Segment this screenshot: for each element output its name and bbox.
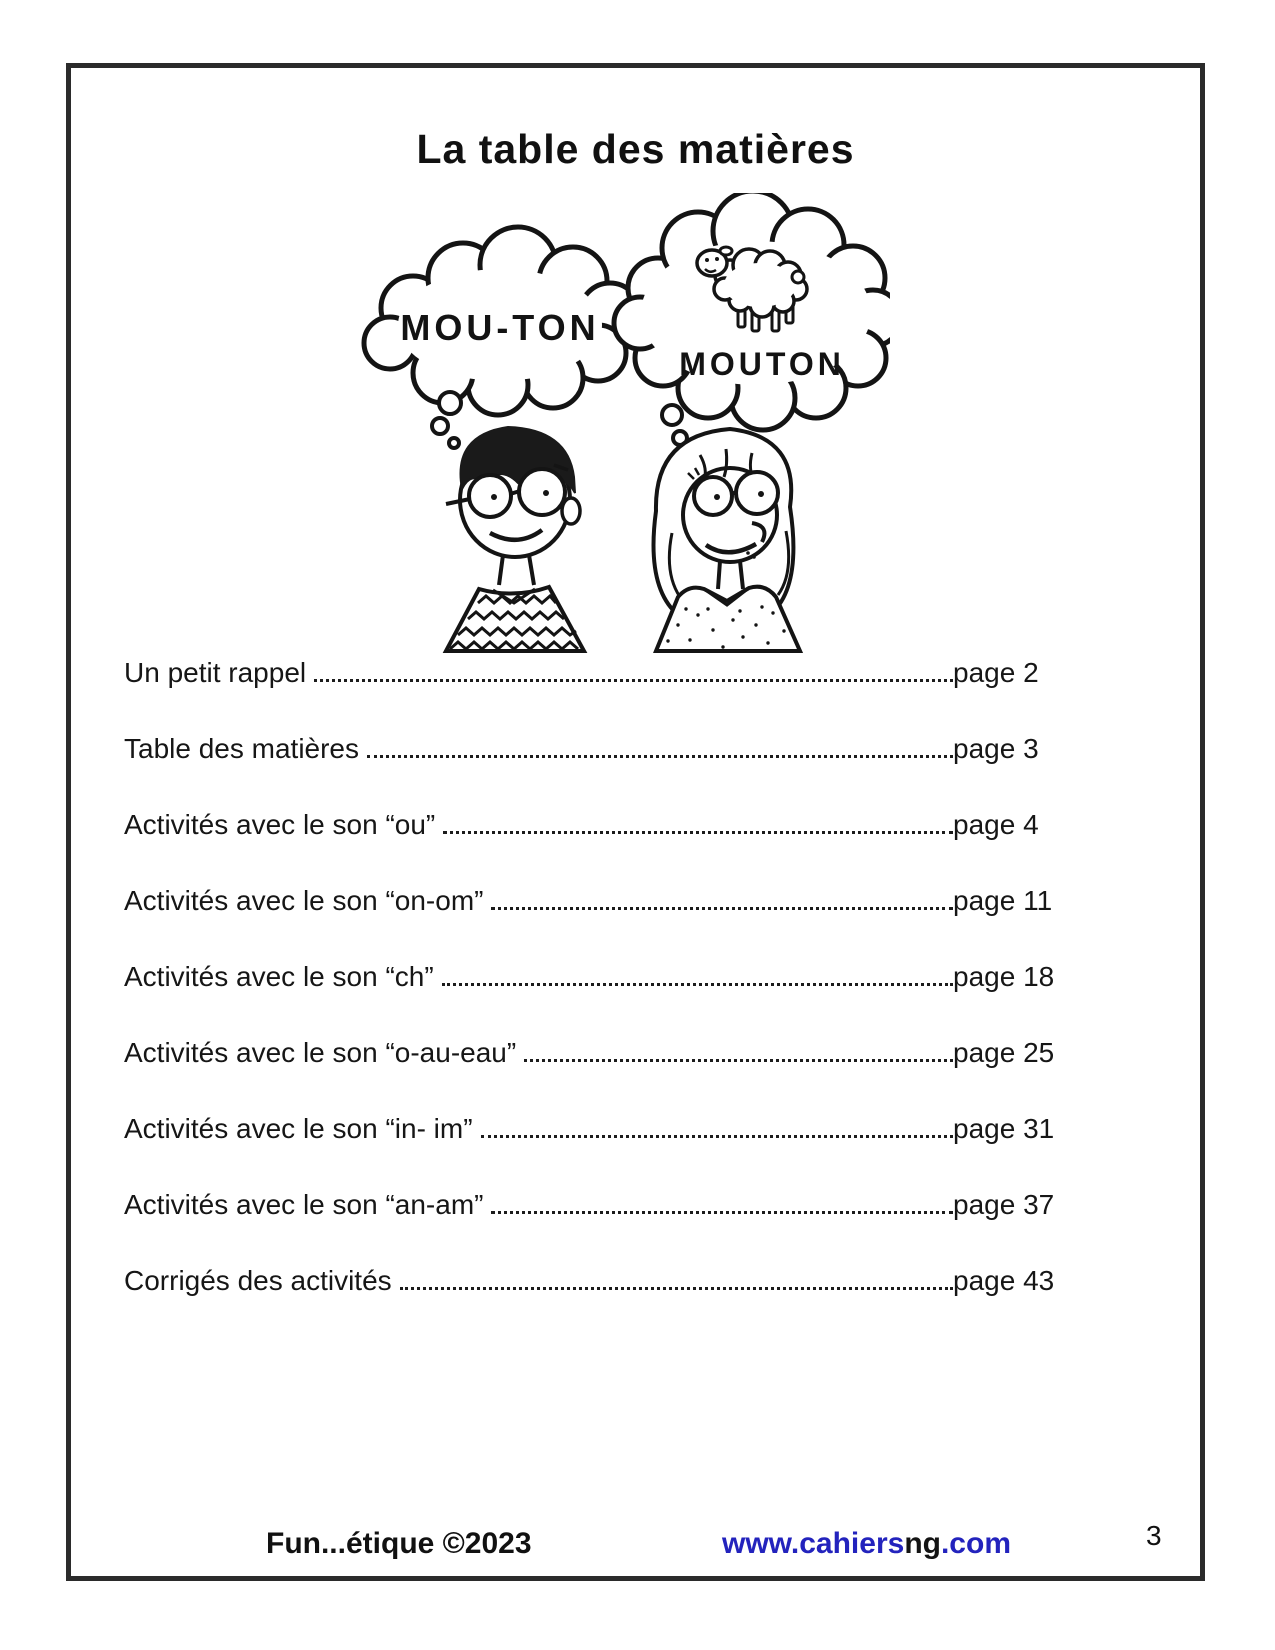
toc-row	[124, 1035, 1065, 1069]
table-of-contents	[124, 655, 1065, 1339]
toc-entry-page: page 31	[953, 1113, 1055, 1144]
thought-bubble-girl	[614, 193, 890, 459]
dotted-leader	[442, 983, 953, 986]
boy-figure	[446, 427, 584, 651]
toc-entry-page: page 25	[953, 1037, 1055, 1068]
toc-entry-label: Activités avec le son “on-om”	[124, 885, 484, 916]
toc-entry-label: Activités avec le son “an-am”	[124, 1189, 484, 1220]
toc-entry-page: page 11	[953, 885, 1053, 916]
dotted-leader	[491, 1211, 953, 1214]
toc-entry-label: Activités avec le son “ou”	[124, 809, 436, 840]
dotted-leader	[314, 679, 953, 682]
toc-entry-label: Corrigés des activités	[124, 1265, 392, 1296]
dotted-leader	[367, 755, 953, 758]
girl-figure	[654, 429, 801, 651]
dotted-leader	[491, 907, 953, 910]
toc-entry-label: Activités avec le son “o-au-eau”	[124, 1037, 517, 1068]
page-title: La table des matières	[416, 126, 855, 172]
toc-row	[124, 655, 1065, 689]
toc-entry-page: page 2	[953, 657, 1039, 688]
toc-row	[124, 807, 1065, 841]
footer-url-part-3: .com	[940, 1527, 1011, 1560]
toc-row	[124, 959, 1065, 993]
toc-entry-label: Activités avec le son “ch”	[124, 961, 434, 992]
kids-thinking-illustration	[328, 193, 890, 657]
toc-entry-page: page 18	[953, 961, 1055, 992]
toc-row	[124, 883, 1065, 917]
page-number: 3	[1146, 1520, 1162, 1551]
footer-url-part-2: ng	[904, 1527, 941, 1560]
toc-row	[124, 1263, 1065, 1297]
toc-row	[124, 1187, 1065, 1221]
dotted-leader	[400, 1287, 953, 1290]
toc-entry-label: Activités avec le son “in- im”	[124, 1113, 473, 1144]
footer-url-part-1: www.cahiers	[722, 1527, 905, 1560]
toc-entry-page: page 3	[953, 733, 1039, 764]
toc-entry-label: Table des matières	[124, 733, 360, 764]
toc-row	[124, 1111, 1065, 1145]
dotted-leader	[443, 831, 953, 834]
toc-entry-page: page 4	[953, 809, 1039, 840]
bubble-text-mou-ton: MOU-TON	[400, 307, 600, 348]
thought-bubble-boy	[364, 227, 640, 448]
toc-entry-page: page 37	[953, 1189, 1055, 1220]
toc-entry-label: Un petit rappel	[124, 657, 307, 688]
dotted-leader	[481, 1135, 953, 1138]
footer-brand-text: Fun...étique ©2023	[266, 1527, 532, 1560]
bubble-text-mouton: MOUTON	[679, 346, 845, 382]
dotted-leader	[524, 1059, 953, 1062]
footer-website-link[interactable]	[722, 1527, 1011, 1561]
toc-row	[124, 731, 1065, 765]
toc-entry-page: page 43	[953, 1265, 1055, 1296]
